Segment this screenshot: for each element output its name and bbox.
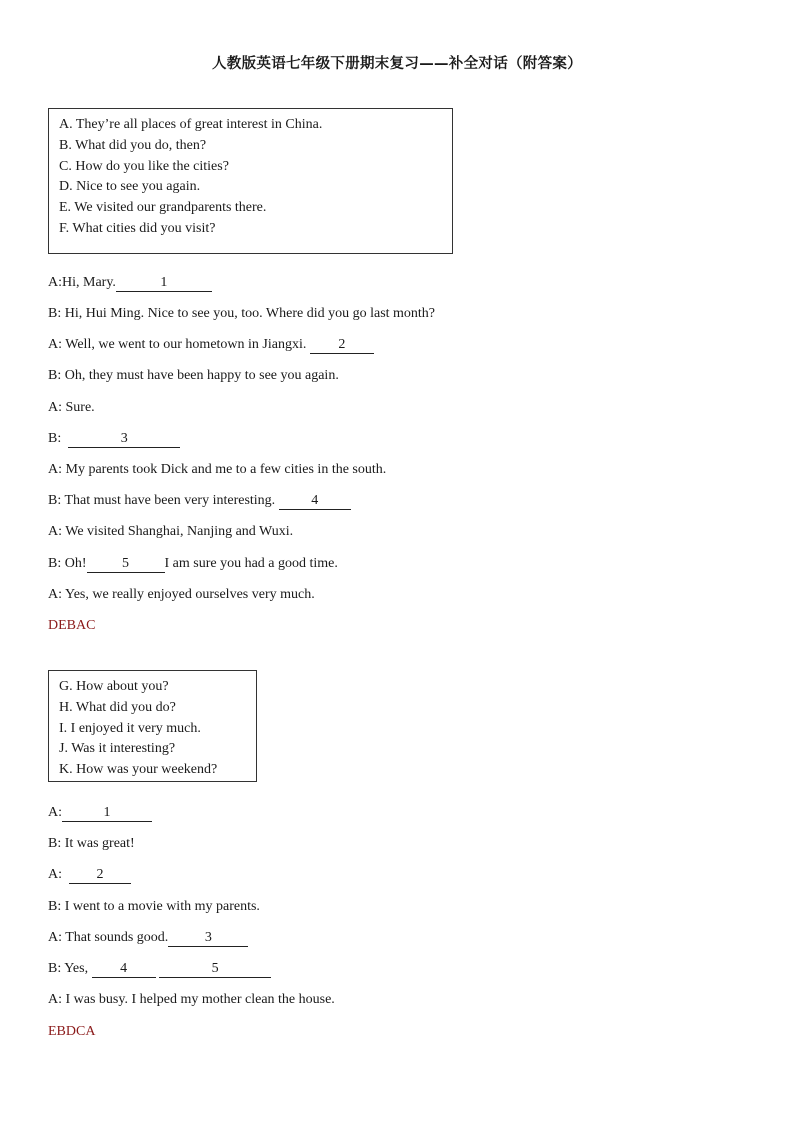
dialogue-line: B: Oh! 5 I am sure you had a good time. <box>48 556 338 571</box>
answer-blank[interactable]: 5 <box>87 556 165 573</box>
option-k: K. How was your weekend? <box>59 762 218 778</box>
dialogue-line: A: That sounds good. 3 <box>48 930 248 947</box>
dialogue-line: A: 2 <box>48 867 131 884</box>
dialogue-line: B: I went to a movie with my parents. <box>48 899 260 914</box>
dialogue-line: A: Yes, we really enjoyed ourselves very much. <box>48 587 315 602</box>
option-i: I. I enjoyed it very much. <box>59 720 201 736</box>
option-j: J. Was it interesting? <box>59 741 176 757</box>
dialogue-line: A: My parents took Dick and me to a few cities in the south. <box>48 462 387 477</box>
dialogue-line: B: Yes, 4 5 <box>48 961 271 978</box>
option-d: D. Nice to see you again. <box>59 179 201 195</box>
answer-blank[interactable]: 1 <box>62 805 152 822</box>
dialogue-line: B: Oh, they must have been happy to see you again. <box>48 368 339 383</box>
dialogue-line: B: 3 <box>48 431 180 448</box>
dialogue-line: A: Sure. <box>48 400 95 415</box>
dialogue-line: B: Hi, Hui Ming. Nice to see you, too. Where did you go last month? <box>48 306 436 321</box>
options-box-1 <box>48 108 453 254</box>
dialogue-line: A:Hi, Mary. 1 <box>48 275 212 292</box>
answer-blank[interactable]: 2 <box>310 337 374 354</box>
dialogue-line: B: That must have been very interesting. 4 <box>48 493 351 510</box>
option-f: F. What cities did you visit? <box>59 220 216 236</box>
dialogue-line: B: It was great! <box>48 836 135 851</box>
option-c: C. How do you like the cities? <box>59 158 229 174</box>
option-h: H. What did you do? <box>59 699 176 715</box>
answer-key-2: EBDCA <box>48 1024 96 1039</box>
dialogue-line: A: I was busy. I helped my mother clean the house. <box>48 992 335 1007</box>
dialogue-line: A: Well, we went to our hometown in Jiangxi. 2 <box>48 337 374 354</box>
answer-blank[interactable]: 4 <box>92 961 156 978</box>
document-title: 人教版英语七年级下册期末复习——补全对话（附答案） <box>212 56 582 72</box>
dialogue-line: A: We visited Shanghai, Nanjing and Wuxi. <box>48 524 294 539</box>
answer-key-1: DEBAC <box>48 618 96 633</box>
answer-blank[interactable]: 5 <box>159 961 271 978</box>
options-box-2 <box>48 670 257 782</box>
option-e: E. We visited our grandparents there. <box>59 200 267 216</box>
answer-blank[interactable]: 1 <box>116 275 212 292</box>
option-b: B. What did you do, then? <box>59 137 207 153</box>
answer-blank[interactable]: 2 <box>69 867 131 884</box>
answer-blank[interactable]: 3 <box>68 431 180 448</box>
option-a: A. They’re all places of great interest in China. <box>59 117 323 132</box>
option-g: G. How about you? <box>59 679 169 694</box>
dialogue-line: A: 1 <box>48 805 152 822</box>
answer-blank[interactable]: 3 <box>168 930 248 947</box>
answer-blank[interactable]: 4 <box>279 493 351 510</box>
